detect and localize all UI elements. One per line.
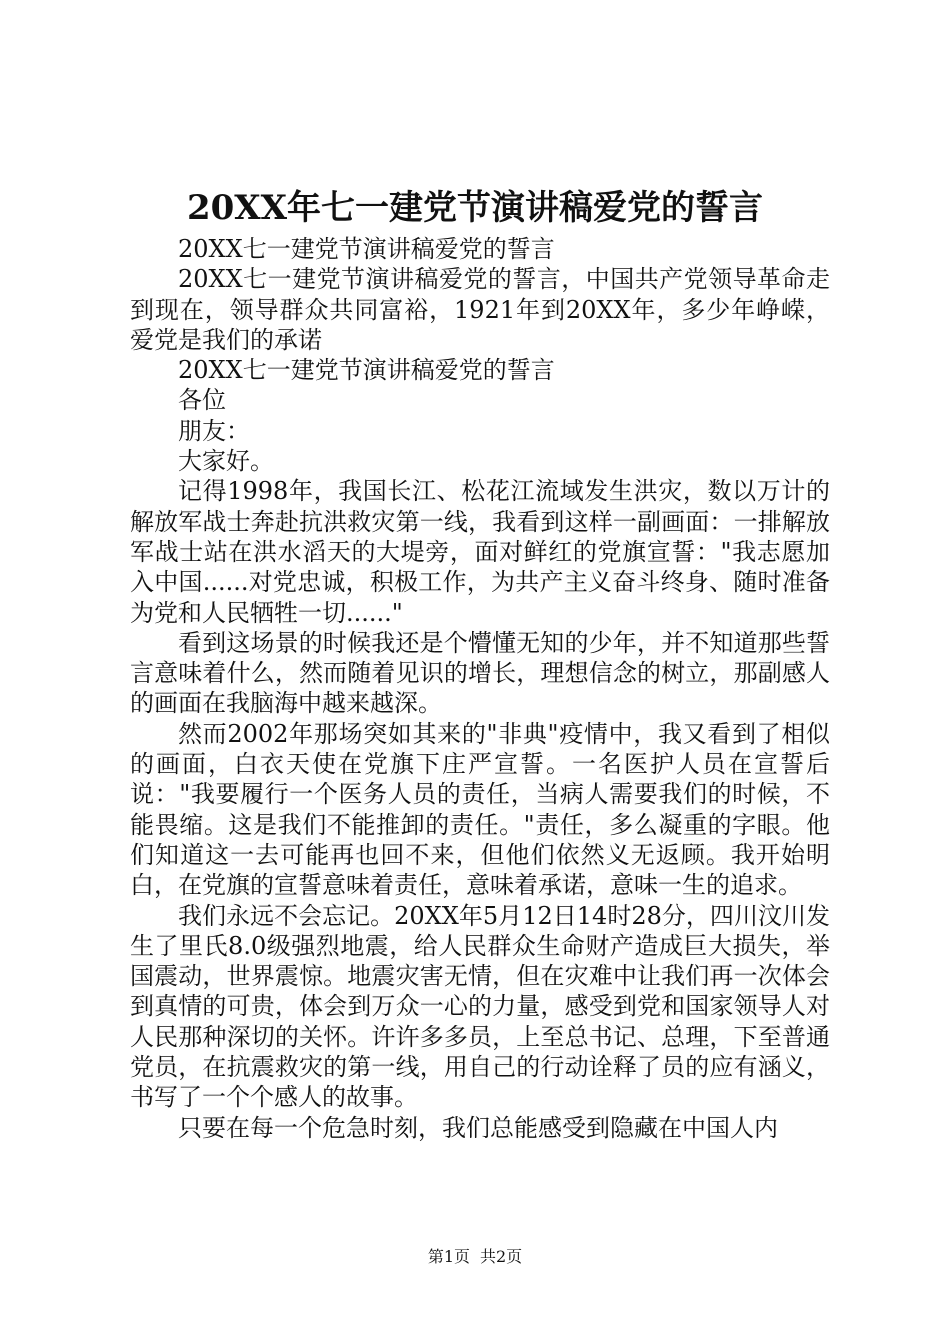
body-paragraph: 20XX七一建党节演讲稿爱党的誓言，中国共产党领导革命走到现在，领导群众共同富裕，1921年到20XX年，多少年峥嵘，爱党是我们的承诺	[130, 265, 830, 354]
body-paragraph: 朋友：	[178, 416, 250, 445]
body-paragraph: 然而2002年那场突如其来的"非典"疫情中，我又看到了相似的画面，白衣天使在党旗下庄严宣誓。一名医护人员在宣誓后说："我要履行一个医务人员的责任，当病人需要我们的时候，不能畏缩。这是我们不能推卸的责任。"责任，多么凝重的字眼。他们知道这一去可能再也回不来，但他们依然义无返顾。我开始明白，在党旗的宣誓意味着责任，意味着承诺，意味一生的追求。	[130, 719, 830, 900]
body-paragraph: 我们永远不会忘记。20XX年5月12日14时28分，四川汶川发生了里氏8.0级强烈地震，给人民群众生命财产造成巨大损失，举国震动，世界震惊。地震灾害无情，但在灾难中让我们再一次体会到真情的可贵，体会到万众一心的力量，感受到党和国家领导人对人民那种深切的关怀。许许多多员，上至总书记、总理，下至普通党员，在抗震救灾的第一线，用自己的行动诠释了员的应有涵义，书写了一个个感人的故事。	[130, 901, 830, 1112]
body-paragraph: 大家好。	[178, 447, 274, 476]
document-title: 20XX年七一建党节演讲稿爱党的誓言	[186, 188, 764, 228]
body-paragraph: 看到这场景的时候我还是个懵懂无知的少年，并不知道那些誓言意味着什么，然而随着见识的增长，理想信念的树立，那副感人的画面在我脑海中越来越深。	[130, 628, 830, 718]
body-paragraph: 只要在每一个危急时刻，我们总能感受到隐藏在中国人内	[178, 1113, 778, 1142]
body-paragraph: 20XX七一建党节演讲稿爱党的誓言	[178, 235, 555, 263]
body-paragraph: 记得1998年，我国长江、松花江流域发生洪灾，数以万计的解放军战士奔赴抗洪救灾第一线，我看到这样一副画面：一排解放军战士站在洪水滔天的大堤旁，面对鲜红的党旗宣誓："我志愿加入中国......对党忠诚，积极工作，为共产主义奋斗终身、随时准备为党和人民牺牲一切......"	[130, 477, 830, 627]
body-paragraph: 20XX七一建党节演讲稿爱党的誓言	[178, 356, 555, 385]
document-body	[130, 234, 830, 1143]
page-footer	[0, 1247, 950, 1267]
body-paragraph: 各位	[178, 386, 226, 415]
page-total: 共2页	[480, 1247, 523, 1266]
page-number: 第1页	[427, 1247, 470, 1266]
